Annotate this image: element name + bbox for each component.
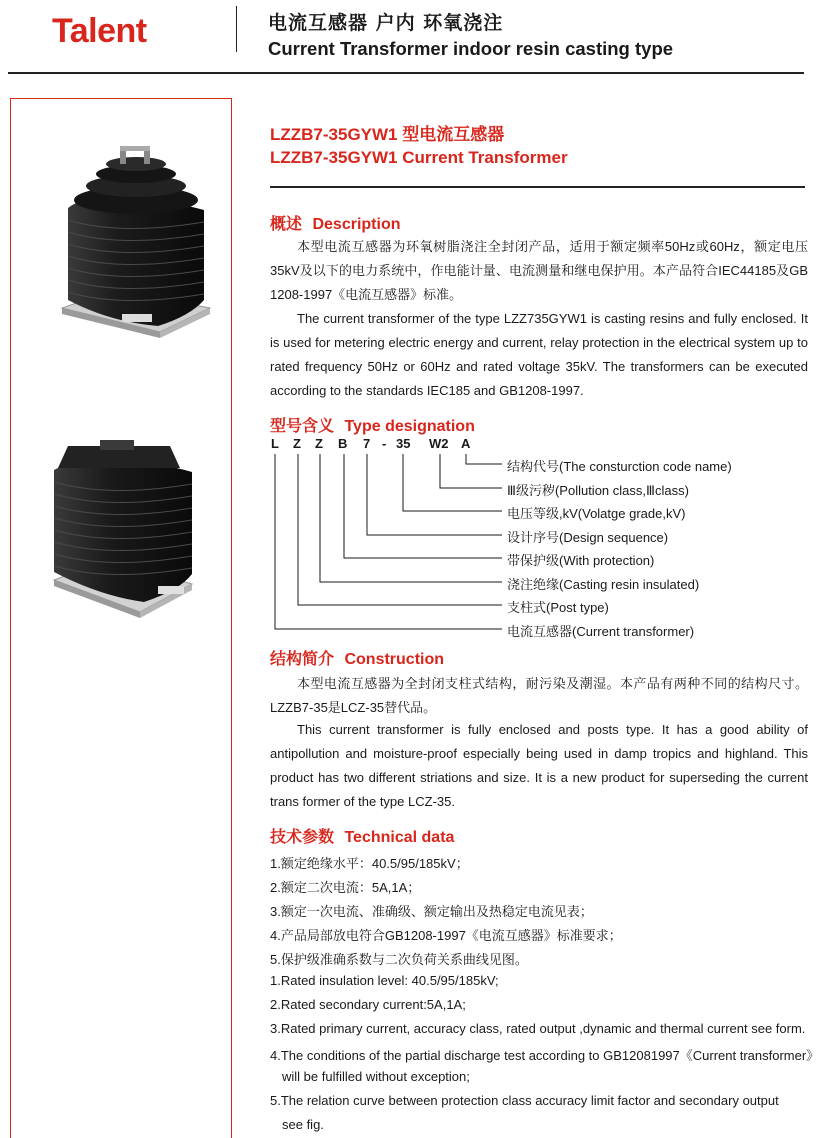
company-logo: Talent (52, 12, 147, 50)
code-letter-a: A (461, 436, 471, 451)
page-title-cn: 电流互感器 户内 环氧浇注 (268, 12, 504, 34)
code-letter-b: B (338, 436, 348, 451)
technical-heading-cn: 技术参数 (270, 829, 335, 846)
code-letter-l: L (271, 436, 279, 451)
code-letter-z2: Z (315, 436, 323, 451)
description-paragraph-en: The current transformer of the type LZZ735GYW1 is casting resins and fully enclosed. It is used for metering electric energy and current, relay protection in the electrical system up to rated frequency 50Hz or 60Hz and rated voltage 35kV. The transformers can be executed according to the standards IEC185 and GB1208-1997. (270, 311, 808, 398)
code-letter-dash: - (382, 436, 387, 451)
product-title-en: LZZB7-35GYW1 Current Transformer (270, 148, 568, 167)
construction-paragraph-en: This current transformer is fully enclosed and posts type. It has a good ability of antipollution and moisture-proof especially being used in damp tropics and highland. This product has two different striations and size. It is a new product for superseding the current trans former of the type LCZ-35. (270, 722, 808, 809)
tech-item-cn-3: 3.额定一次电流、准确级、额定输出及热稳定电流见表； (270, 904, 593, 919)
description-heading-cn: 概述 (270, 216, 303, 233)
construction-heading-en: Construction (344, 651, 445, 668)
designation-label-insulation: 浇注绝缘(Casting resin insulated) (507, 577, 700, 592)
code-letter-35: 35 (396, 436, 411, 451)
description-heading-en: Description (312, 216, 401, 233)
designation-label-protection: 带保护级(With protection) (507, 553, 655, 568)
construction-heading-cn: 结构简介 (270, 651, 335, 668)
tech-item-cn-1: 1.额定绝缘水平：40.5/95/185kV； (270, 856, 469, 871)
tech-item-en-4: 4.The conditions of the partial discharge test according to GB12081997《Current transformer》 (270, 1048, 820, 1063)
technical-heading-en: Technical data (344, 829, 455, 846)
designation-label-post: 支柱式(Post type) (507, 600, 609, 615)
designation-label-design: 设计序号(Design sequence) (507, 530, 669, 545)
tech-item-cn-5: 5.保护级准确系数与二次负荷关系曲线见图。 (270, 952, 528, 967)
tech-item-en-5-cont: see fig. (282, 1117, 324, 1132)
tech-item-en-3: 3.Rated primary current, accuracy class, rated output ,dynamic and thermal current see form. (270, 1021, 806, 1036)
tech-item-en-2: 2.Rated secondary current:5A,1A; (270, 997, 466, 1012)
construction-heading (270, 646, 444, 669)
designation-label-pollution: Ⅲ级污秽(Pollution class,Ⅲclass) (507, 483, 689, 498)
type-heading-cn: 型号含义 (270, 418, 335, 435)
page-title-en: Current Transformer indoor resin casting type (268, 38, 674, 59)
code-letter-7: 7 (363, 436, 371, 451)
description-paragraph-cn: 本型电流互感器为环氧树脂浇注全封闭产品，适用于额定频率50Hz或60Hz，额定电压35kV及以下的电力系统中，作电能计量、电流测量和继电保护用。本产品符合IEC44185及GB 1208-1997《电流互感器》标准。 (270, 239, 808, 302)
type-heading-en: Type designation (344, 418, 475, 435)
designation-label-voltage: 电压等级,kV(Volatge grade,kV) (507, 506, 686, 521)
tech-item-en-1: 1.Rated insulation level: 40.5/95/185kV; (270, 973, 499, 988)
code-letter-w2: W2 (429, 436, 449, 451)
designation-label-ct: 电流互感器(Current transformer) (507, 624, 695, 639)
tech-item-cn-2: 2.额定二次电流：5A,1A； (270, 880, 421, 895)
code-letter-z1: Z (293, 436, 301, 451)
tech-item-en-5: 5.The relation curve between protection class accuracy limit factor and secondary output (270, 1093, 779, 1108)
tech-item-cn-4: 4.产品局部放电符合GB1208-1997《电流互感器》标准要求； (270, 928, 622, 943)
technical-heading (270, 824, 454, 847)
product-title-cn: LZZB7-35GYW1 型电流互感器 (270, 125, 505, 144)
construction-paragraph-cn: 本型电流互感器为全封闭支柱式结构，耐污染及潮湿。本产品有两种不同的结构尺寸。LZZB7-35是LCZ-35替代品。 (270, 676, 808, 715)
designation-label-code: 结构代号(The consturction code name) (507, 459, 732, 474)
tech-item-en-4-cont: will be fulfilled without exception; (282, 1069, 470, 1084)
